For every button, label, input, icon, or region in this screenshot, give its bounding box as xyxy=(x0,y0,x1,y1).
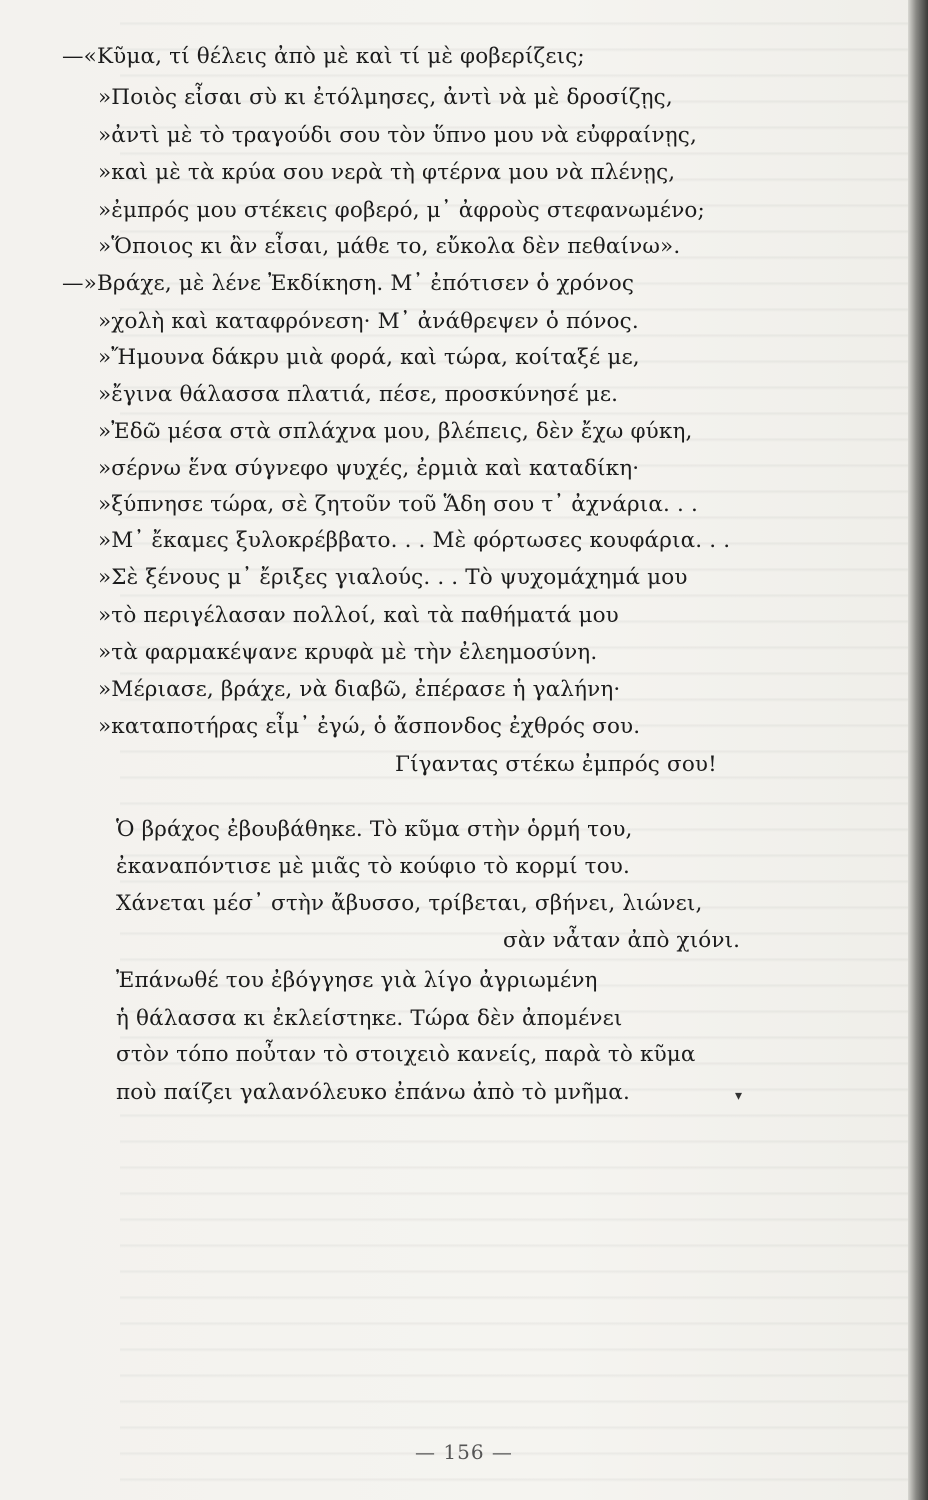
poem-line-21: Ὁ βράχος ἐβουβάθηκε. Τὸ κῦμα στὴν ὁρμή του, xyxy=(116,817,633,842)
poem-line-18: »Μέριασε, βράχε, νὰ διαβῶ, ἐπέρασε ἡ γαλήνη· xyxy=(98,677,621,702)
book-spine-shadow xyxy=(908,0,928,1500)
poem-line-10: »ἔγινα θάλασσα πλατιά, πέσε, προσκύνησέ με. xyxy=(98,382,619,407)
ink-end-mark: ▾ xyxy=(735,1088,743,1104)
poem-line-26: ἡ θάλασσα κι ἐκλείστηκε. Τώρα δὲν ἀπομένει xyxy=(116,1006,623,1031)
page-number: — 156 — xyxy=(415,1440,513,1464)
poem-line-11: »Ἐδῶ μέσα στὰ σπλάχνα μου, βλέπεις, δὲν ἔχω φύκη, xyxy=(98,419,693,444)
poem-line-20: Γίγαντας στέκω ἐμπρός σου! xyxy=(395,752,717,777)
poem-line-17: »τὰ φαρμακέψανε κρυφὰ μὲ τὴν ἐλεημοσύνη. xyxy=(98,640,598,665)
poem-line-7: —»Βράχε, μὲ λένε Ἐκδίκηση. Μ᾽ ἐπότισεν ὁ χρόνος xyxy=(62,271,635,296)
poem-line-4: »καὶ μὲ τὰ κρύα σου νερὰ τὴ φτέρνα μου νὰ πλένῃς, xyxy=(98,160,676,185)
poem-line-14: »Μ᾽ ἔκαμες ξυλοκρέββατο. . . Μὲ φόρτωσες κουφάρια. . . xyxy=(98,528,731,553)
poem-line-2: »Ποιὸς εἶσαι σὺ κι ἐτόλμησες, ἀντὶ νὰ μὲ δροσίζῃς, xyxy=(98,85,673,110)
poem-line-12: »σέρνω ἕνα σύγνεφο ψυχές, ἐρμιὰ καὶ καταδίκη· xyxy=(98,456,640,481)
poem-line-28: ποὺ παίζει γαλανόλευκο ἐπάνω ἀπὸ τὸ μνῆμα. xyxy=(116,1080,630,1105)
poem-line-27: στὸν τόπο ποὖταν τὸ στοιχειὸ κανείς, παρὰ τὸ κῦμα xyxy=(116,1042,696,1067)
poem-line-22: ἐκαναπόντισε μὲ μιᾶς τὸ κούφιο τὸ κορμί του. xyxy=(116,854,631,879)
poem-line-13: »ξύπνησε τώρα, σὲ ζητοῦν τοῦ Ἅδη σου τ᾽ ἀχνάρια. . . xyxy=(98,492,698,517)
poem-line-25: Ἐπάνωθέ του ἐβόγγησε γιὰ λίγο ἀγριωμένη xyxy=(116,968,598,993)
poem-line-8: »χολὴ καὶ καταφρόνεση· Μ᾽ ἀνάθρεψεν ὁ πόνος. xyxy=(98,309,639,334)
poem-line-24: σὰν νἆταν ἀπὸ χιόνι. xyxy=(503,928,741,953)
poem-line-3: »ἀντὶ μὲ τὸ τραγούδι σου τὸν ὕπνο μου νὰ εὐφραίνῃς, xyxy=(98,123,697,148)
poem-line-23: Χάνεται μέσ᾽ στὴν ἄβυσσο, τρίβεται, σβήνει, λιώνει, xyxy=(116,891,703,916)
poem-line-1: —«Κῦμα, τί θέλεις ἀπὸ μὲ καὶ τί μὲ φοβερίζεις; xyxy=(62,44,585,69)
poem-line-16: »τὸ περιγέλασαν πολλοί, καὶ τὰ παθήματά μου xyxy=(98,603,619,628)
poem-line-15: »Σὲ ξένους μ᾽ ἔριξες γιαλούς. . . Τὸ ψυχομάχημά μου xyxy=(98,565,688,590)
show-through-texture xyxy=(120,0,910,1500)
poem-line-6: »Ὅποιος κι ἂν εἶσαι, μάθε το, εὔκολα δὲν πεθαίνω». xyxy=(98,234,681,259)
poem-line-9: »Ἤμουνα δάκρυ μιὰ φορά, καὶ τώρα, κοίταξέ με, xyxy=(98,345,640,370)
poem-line-19: »καταποτήρας εἶμ᾽ ἐγώ, ὁ ἄσπονδος ἐχθρός σου. xyxy=(98,714,641,739)
poem-line-5: »ἐμπρός μου στέκεις φοβερό, μ᾽ ἀφροὺς στεφανωμένο; xyxy=(98,198,705,223)
